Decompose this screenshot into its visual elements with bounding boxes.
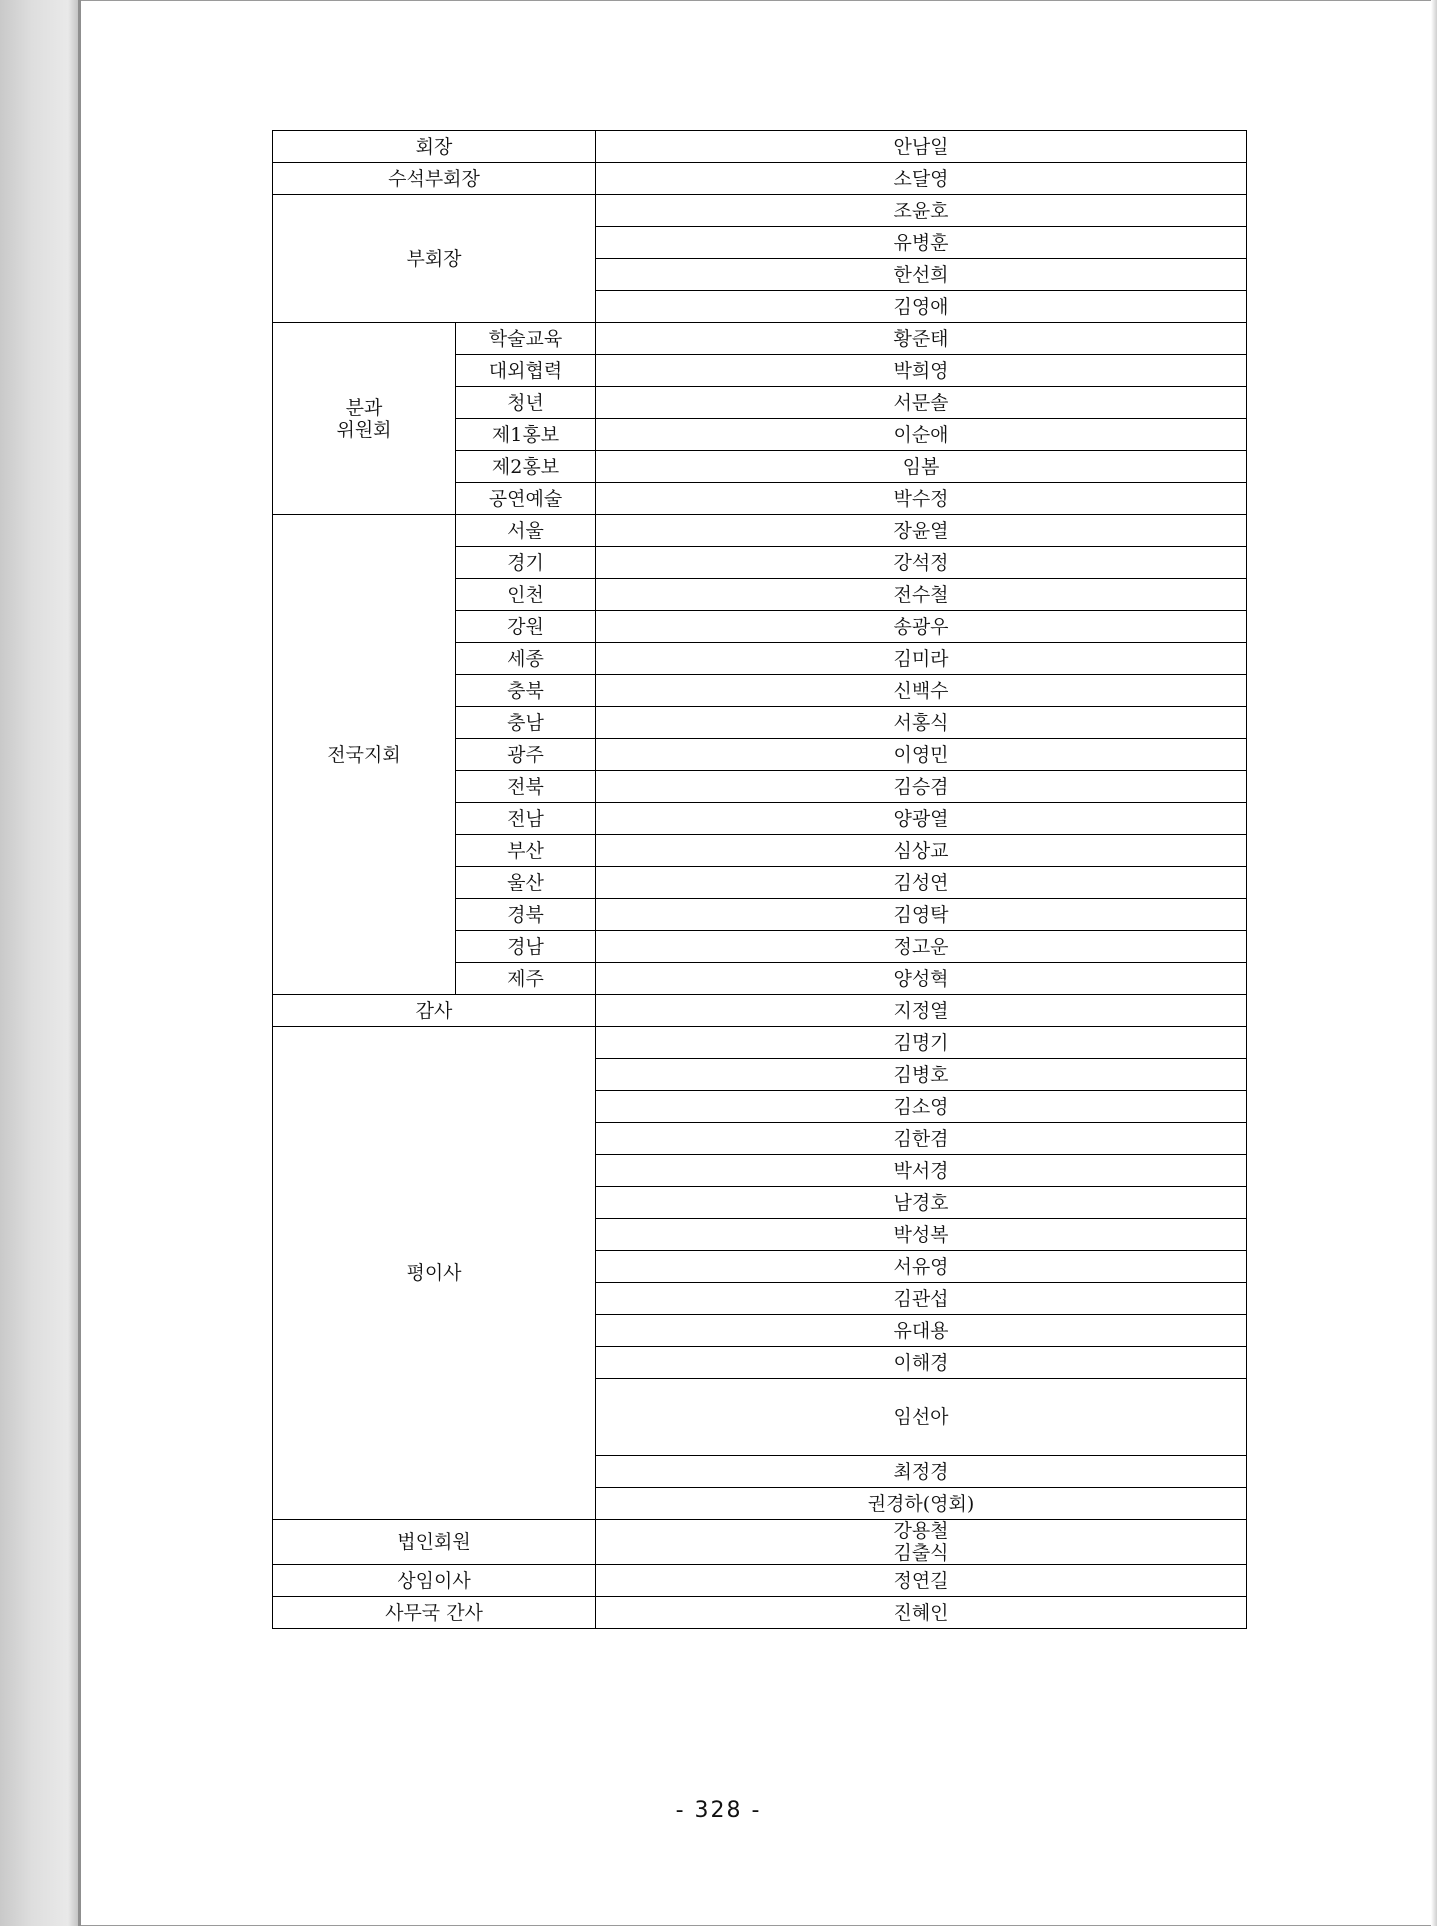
sub-role-cell: 경북 xyxy=(456,899,596,931)
name-cell: 임선아 xyxy=(596,1379,1247,1456)
sub-role-cell: 광주 xyxy=(456,739,596,771)
name-cell: 신백수 xyxy=(596,675,1247,707)
sub-role-cell: 전북 xyxy=(456,771,596,803)
sub-role-cell: 학술교육 xyxy=(456,323,596,355)
table-row xyxy=(273,131,1247,163)
page-shadow xyxy=(1431,0,1437,1926)
role-cell: 법인회원 xyxy=(273,1520,596,1565)
name-cell: 양성혁 xyxy=(596,963,1247,995)
sub-role-cell: 강원 xyxy=(456,611,596,643)
name-cell: 서유영 xyxy=(596,1251,1247,1283)
name-cell: 박희영 xyxy=(596,355,1247,387)
committee-group-line2: 위원회 xyxy=(336,418,392,441)
name-cell: 김병호 xyxy=(596,1059,1247,1091)
table-row xyxy=(273,163,1247,195)
table-row xyxy=(273,195,1247,227)
name-cell: 박수정 xyxy=(596,483,1247,515)
table-row xyxy=(273,1565,1247,1597)
name-cell: 지정열 xyxy=(596,995,1247,1027)
name-cell: 이순애 xyxy=(596,419,1247,451)
name-cell: 김명기 xyxy=(596,1027,1247,1059)
name-cell: 김미라 xyxy=(596,643,1247,675)
sub-role-cell: 전남 xyxy=(456,803,596,835)
sub-role-cell: 경기 xyxy=(456,547,596,579)
name-cell: 유대용 xyxy=(596,1315,1247,1347)
name-cell: 한선희 xyxy=(596,259,1247,291)
name-cell: 박성복 xyxy=(596,1219,1247,1251)
name-cell: 장윤열 xyxy=(596,515,1247,547)
name-cell: 양광열 xyxy=(596,803,1247,835)
role-cell: 평이사 xyxy=(273,1027,596,1520)
table-row xyxy=(273,1027,1247,1059)
sub-role-cell: 인천 xyxy=(456,579,596,611)
sub-role-cell: 세종 xyxy=(456,643,596,675)
name-cell: 이영민 xyxy=(596,739,1247,771)
table-row xyxy=(273,323,1247,355)
role-cell: 부회장 xyxy=(273,195,596,323)
name-cell: 소달영 xyxy=(596,163,1247,195)
role-cell: 상임이사 xyxy=(273,1565,596,1597)
name-cell: 황준태 xyxy=(596,323,1247,355)
name-cell: 조윤호 xyxy=(596,195,1247,227)
sub-role-cell: 제2홍보 xyxy=(456,451,596,483)
role-cell: 수석부회장 xyxy=(273,163,596,195)
name-cell: 권경하(영회) xyxy=(596,1488,1247,1520)
sub-role-cell: 충남 xyxy=(456,707,596,739)
sub-role-cell: 충북 xyxy=(456,675,596,707)
sub-role-cell: 울산 xyxy=(456,867,596,899)
corporate-name-2: 김출식 xyxy=(893,1542,949,1564)
name-cell: 강석정 xyxy=(596,547,1247,579)
name-cell: 김성연 xyxy=(596,867,1247,899)
sub-role-cell: 서울 xyxy=(456,515,596,547)
name-cell: 진혜인 xyxy=(596,1597,1247,1629)
name-cell: 김영탁 xyxy=(596,899,1247,931)
committee-group-line1: 분과 xyxy=(345,396,383,419)
sub-role-cell: 청년 xyxy=(456,387,596,419)
name-cell: 안남일 xyxy=(596,131,1247,163)
name-cell: 서홍식 xyxy=(596,707,1247,739)
role-cell: 감사 xyxy=(273,995,596,1027)
name-cell xyxy=(596,1520,1247,1565)
table-row xyxy=(273,515,1247,547)
name-cell: 박서경 xyxy=(596,1155,1247,1187)
page-number: - 328 - xyxy=(675,1798,762,1823)
sub-role-cell: 제1홍보 xyxy=(456,419,596,451)
sub-role-cell: 제주 xyxy=(456,963,596,995)
name-cell: 정고운 xyxy=(596,931,1247,963)
name-cell: 전수철 xyxy=(596,579,1247,611)
name-cell: 최정경 xyxy=(596,1456,1247,1488)
sub-role-cell: 부산 xyxy=(456,835,596,867)
table-row xyxy=(273,995,1247,1027)
name-cell: 송광우 xyxy=(596,611,1247,643)
branch-group-cell: 전국지회 xyxy=(273,515,456,995)
name-cell: 서문솔 xyxy=(596,387,1247,419)
book-spine xyxy=(0,0,80,1926)
name-cell: 임봄 xyxy=(596,451,1247,483)
name-cell: 김영애 xyxy=(596,291,1247,323)
sub-role-cell: 공연예술 xyxy=(456,483,596,515)
name-cell: 김한겸 xyxy=(596,1123,1247,1155)
corporate-name-1: 강용철 xyxy=(893,1520,949,1542)
role-cell: 사무국 간사 xyxy=(273,1597,596,1629)
name-cell: 김승겸 xyxy=(596,771,1247,803)
committee-group-cell xyxy=(273,323,456,515)
sub-role-cell: 경남 xyxy=(456,931,596,963)
name-cell: 유병훈 xyxy=(596,227,1247,259)
role-cell: 회장 xyxy=(273,131,596,163)
spine-edge xyxy=(78,0,81,1926)
name-cell: 정연길 xyxy=(596,1565,1247,1597)
name-cell: 심상교 xyxy=(596,835,1247,867)
table-row xyxy=(273,1597,1247,1629)
name-cell: 김관섭 xyxy=(596,1283,1247,1315)
name-cell: 남경호 xyxy=(596,1187,1247,1219)
officer-roster-table xyxy=(272,130,1247,1629)
sub-role-cell: 대외협력 xyxy=(456,355,596,387)
name-cell: 이해경 xyxy=(596,1347,1247,1379)
name-cell: 김소영 xyxy=(596,1091,1247,1123)
